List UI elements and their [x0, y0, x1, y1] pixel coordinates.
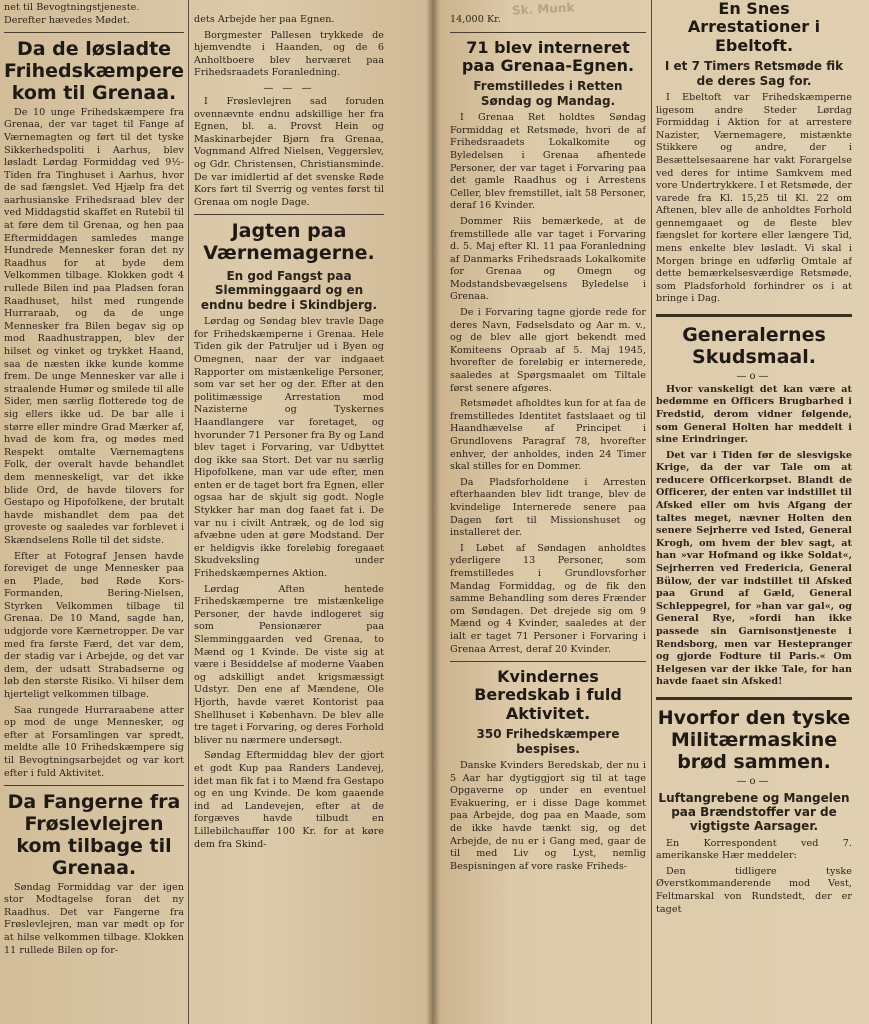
column-rule	[188, 0, 189, 1024]
article-paragraph: Den tidligere tyske Øverstkommanderende mod Vest, Feltmarskal von Rundstedt, der er taget	[656, 865, 852, 915]
headline-kvindernes-beredskab: Kvindernes Beredskab i fuld Aktivitet.	[474, 667, 622, 723]
left-column-2	[194, 14, 384, 1024]
article-paragraph: I Grenaa Ret holdtes Søndag Formiddag et Retsmøde, hvori de af Frihedsraadets Lokalkomite og Byledelsen i Grenaa afhentede Personer, der var taget i Forvaring paa det gamle Raadhus og i Arrestens Celler, blev fremstillet, ialt 58 Personer, deraf 16 Kvinder.	[450, 112, 646, 212]
top-line: 14,000 Kr.	[450, 14, 501, 25]
right-column-4	[656, 0, 852, 1024]
article-paragraph: Lørdag Aften hentede Frihedskæmperne tre mistænkelige Personer, der havde indlogeret sig som Pensionærer paa Slemminggaarden ved Grenaa, to Mænd og 1 Kvinde. De viste sig at være i Besiddelse af moderne Vaaben og adskilligt andet krigsmæssigt Udstyr. Den ene af Mændene, Ole Hjorth, havde været Kontorist paa Shellhuset i København. De blev alle tre taget i Forvaring, og deres Forhold bliver nu nærmere undersøgt.	[194, 583, 384, 746]
divider	[450, 32, 646, 33]
top-line: net til Bevogtningstjeneste.	[4, 2, 140, 13]
divider	[194, 214, 384, 215]
subheadline-retten: Fremstilledes i Retten Søndag og Mandag.	[473, 79, 623, 108]
top-line: Derefter hævedes Mødet.	[4, 14, 130, 26]
article-paragraph: De 10 unge Frihedskæmpere fra Grenaa, der var taget til Fange af Værnemagten og ført til det tyske Sikkerhedspoliti i Aarhus, blev løsladt Lørdag Formiddag ved 9½-Tiden fra Tinghuset i Aarhus, hvor de sad fængslet. Ved Hjælp fra det aarhusianske Frihedsraad blev der ved Middagstid skaffet en Rutebil til at føre dem til Grenaa, og hen paa Eftermiddagen samledes mange Hundrede Mennesker foran det ny Raadhus for at byde dem Velkommen tilbage. Klokken godt 4 rullede Bilen ind paa Pladsen foran Raadhuset, hilst med rungende Hurraraab, og da de unge Mennesker fra Bilen begav sig op mod Raadhustrappen, blev der hilset og vinket og trykket Haand, saa de næsten ikke kunde komme frem. De unge Mennesker var alle i straalende Humør og smilede til alle Sider, men særlig flotterede tog de sig ellers ikke ud. De bar alle i større eller mindre Grad Mærker af, hvad de kom fra, og mødes med Respekt omtalte Værnemagtens Folk, der overalt havde behandlet dem menneskeligt, var det ikke blide Ord, de havde tilovers for Gestapo og Hipofolkene, der brutalt havde mishandlet dem paa det groveste og saaledes var forblevet i Skændselens Rolle til det sidste.	[4, 106, 184, 546]
subheadline-luftangrebene: Luftangrebene og Mangelen paa Brændstoffer var de vigtigste Aarsager.	[658, 790, 850, 834]
article-paragraph: Det var i Tiden før de slesvigske Krige, da der var Tale om at reducere Officerkorpset. Blandt de Officerer, der enten var indstillet til Afsked eller om hvis Afgang der taltes meget, nævner Holten den senere Sejrherre ved Isted, General Krogh, om hvem der blev sagt, at han »var Hofmand og ikke Soldat«, Sejrherren ved Fredericia, General Bülow, der var indstillet til Afsked paa Grund af Gæld, General Schleppegrel, for »han var gal«, og General Rye, »fordi han ikke passede sin Garnisonstjeneste i Rendsborg, men var Hestepranger og gjorde Fodture til Paris.« Om Helgesen var der ikke Tale, for han havde faaet sin Afsked!	[656, 449, 852, 688]
article-paragraph: Borgmester Pallesen trykkede de hjemvendte i Haanden, og de 6 Anholtboere blev herværet paa Frihedsraadets Foranledning.	[194, 29, 384, 79]
article-paragraph: Hvor vanskeligt det kan være at bedømme en Officers Brugbarhed i Fredstid, derom vidner følgende, som General Holten har meddelt i sine Erindringer.	[656, 383, 852, 446]
right-newspaper-page	[432, 0, 869, 1024]
article-paragraph: I Ebeltoft var Frihedskæmperne ligesom andre Steder Lørdag Formiddag i Aktion for at arrestere Nazister, Værnemagere, mistænkte Stikkere og andre, der i Besættelsesaarene har vakt Forargelse ved deres for intime Samkvem med vore Undertrykkere. I et Retsmøde, der varede fra Kl. 15,25 til Kl. 22 om Aftenen, blev alle de anholdtes Forhold gennemgaaet og de fleste blev fængslet for kortere eller længere Tid, mens enkelte blev løsladt. Vi skal i Morgen bringe en udførlig Omtale af dette bemærkelsesværdige Retsmøde, som Pladsforhold forhindrer os i at bringe i Dag.	[656, 91, 852, 305]
headline-jagten: Jagten paa Værnemagerne.	[203, 220, 375, 265]
article-paragraph: I Frøslevlejren sad foruden ovennævnte endnu adskillige her fra Egnen, bl. a. Provst Hein og Maskinarbejder Bjørn fra Grenaa, Vognmand Alfred Nielsen, Veggerslev, og Gdr. Christensen, Christiansminde. De var imidlertid af det svenske Røde Kors ført til Sverrig og ventes først til Grenaa om nogle Dage.	[194, 95, 384, 208]
headline-loesladte: Da de løsladte Frihedskæmpere kom til Grenaa.	[4, 38, 184, 104]
headline-71-interneret: 71 blev interneret paa Grenaa-Egnen.	[461, 37, 635, 75]
article-paragraph: Efter at Fotograf Jensen havde foreviget de unge Mennesker paa en Plade, bød Røde Kors-Formanden, Bering-Nielsen, Styrken Velkommen tilbage til Grenaa. De 10 Mand, sagde han, udgjorde vore Kærnetropper. De var med fra første Færd, det var dem, der stadig var i Arbejde, og det var dem, der udsatt Strabadserne og løb den største Risiko. Vi hilser dem hjerteligt velkommen tilbage.	[4, 550, 184, 701]
article-paragraph: dets Arbejde her paa Egnen.	[194, 14, 335, 25]
article-paragraph: I Løbet af Søndagen anholdtes yderligere 13 Personer, som fremstilledes i Grundlovsforhør Mandag Formiddag, og de fik den samme Behandling som deres Frænder om Søndagen. Det drejede sig om 9 Mænd og 4 Kvinder, saaledes at der ialt er taget 71 Personer i Forvaring i Grenaa Arrest, deraf 20 Kvinder.	[450, 542, 646, 655]
article-paragraph: Danske Kvinders Beredskab, der nu i 5 Aar har dygtiggjort sig til at tage Opgaverne op under en eventuel Evakuering, er i disse Dage kommet paa Arbejde, dog paa en Maade, som de ikke havde tænkt sig, og det Arbejde, de nu er i Gang med, gaar de til med Liv og Lyst, nemlig Bespisningen af vore raske Friheds-	[450, 760, 646, 872]
divider	[450, 661, 646, 662]
left-column-1	[4, 2, 184, 1024]
subheadline-ebeltoft: I et 7 Timers Retsmøde fik de deres Sag for.	[664, 59, 844, 88]
article-paragraph: Da Pladsforholdene i Arresten efterhaanden blev lidt trange, blev de kvindelige Internerede senere paa Dagen ført til Missionshuset og installeret der.	[450, 476, 646, 539]
divider	[4, 32, 184, 33]
article-paragraph: Søndag Eftermiddag blev der gjort et godt Kup paa Randers Landevej, idet man fik fat i to Mænd fra Gestapo og en ung Kvinde. De kom gaaende ind ad Landevejen, efter at de forgæves havde tilbudt en Lillebilchauffør 100 Kr. for at køre dem fra Skind-	[194, 750, 384, 850]
ornament-separator: —o—	[736, 370, 772, 382]
right-column-3	[450, 14, 646, 1024]
article-paragraph: Dommer Riis bemærkede, at de fremstillede alle var taget i Forvaring d. 5. Maj efter Kl. 11 paa Foranledning af Danmarks Frihedsraads Lokalkomite for Grenaa og Omegn og Modstandsbevægelsens Byledelse i Grenaa.	[450, 215, 646, 303]
article-paragraph: De i Forvaring tagne gjorde rede for deres Navn, Fødselsdato og Aar m. v., og de blev alle gjort bekendt med Komiteens Opraab af 5. Maj 1945, hvorefter de foreløbig er internerede, saaledes at Spørgsmaalet om Tiltale først senere afgøres.	[450, 307, 646, 394]
headline-generalernes: Generalernes Skudsmaal.	[682, 324, 826, 368]
column-rule	[651, 0, 652, 1024]
ornament-separator: —o—	[736, 775, 772, 787]
headline-froslev-fangerne: Da Fangerne fra Frøslevlejren kom tilbage til Grenaa.	[7, 791, 181, 879]
dash-separator: — — —	[263, 82, 315, 94]
divider	[4, 785, 184, 786]
subheadline-jagten: En god Fangst paa Slemminggaard og en endnu bedre i Skindbjerg.	[200, 269, 378, 312]
faint-stamp: Sk. Munk	[511, 0, 575, 18]
article-paragraph: Saa rungede Hurraraabene atter op mod de unge Mennesker, og efter at Forsamlingen var spredt, meldte alle 10 Frihedskæmpere sig til Bevogtningsarbejdet og var kort efter i fuld Aktivitet.	[4, 704, 184, 779]
divider-thick	[656, 697, 852, 700]
headline-ebeltoft: En Snes Arrestationer i Ebeltoft.	[687, 0, 821, 55]
article-paragraph: Retsmødet afholdtes kun for at faa de fremstilledes Identitet fastslaaet og til Haandhævelse af Principet i Grundlovens Paragraf 78, hvorefter enhver, der anholdes, inden 24 Timer skal stilles for en Dommer.	[450, 398, 646, 473]
article-paragraph: En Korrespondent ved 7. amerikanske Hær meddeler:	[656, 837, 852, 862]
book-fold-shadow	[426, 0, 440, 1024]
divider-thick	[656, 314, 852, 317]
headline-militaermaskine: Hvorfor den tyske Militærmaskine brød sammen.	[657, 706, 851, 773]
article-paragraph: Lørdag og Søndag blev travle Dage for Frihedskæmperne i Grenaa. Hele Tiden gik der Patruljer ud i Byen og Omegnen, naar der var indgaaet Rapporter om mistænkelige Personer, som var set her og der. Efter at den politimæssige Arrestation mod Nazisterne og Tyskernes Haandlangere var foretaget, og hvorunder 71 Personer fra By og Land blev taget i Forvaring, var Udbyttet dog ikke saa Stort. Det var nu særlig Hipofolkene, man var ude efter, men enten er de taget bort fra Egnen, eller ogsaa har de skjult sig godt. Nogle Stykker har man dog faaet fat i. De var nu i civilt Antræk, og de lod sig afvæbne uden at gøre Modstand. Der er heldigvis ikke foreløbig foregaaet Skudveksling under Frihedskæmpernes Aktion.	[194, 316, 384, 580]
subheadline-bespises: 350 Frihedskæmpere bespises.	[476, 727, 620, 756]
article-paragraph: Søndag Formiddag var der igen stor Modtagelse foran det ny Raadhus. Det var Fangerne fra Frøslevlejren, man var mødt op for at hilse velkommen tilbage. Klokken 11 rullede Bilen op for-	[4, 881, 184, 956]
